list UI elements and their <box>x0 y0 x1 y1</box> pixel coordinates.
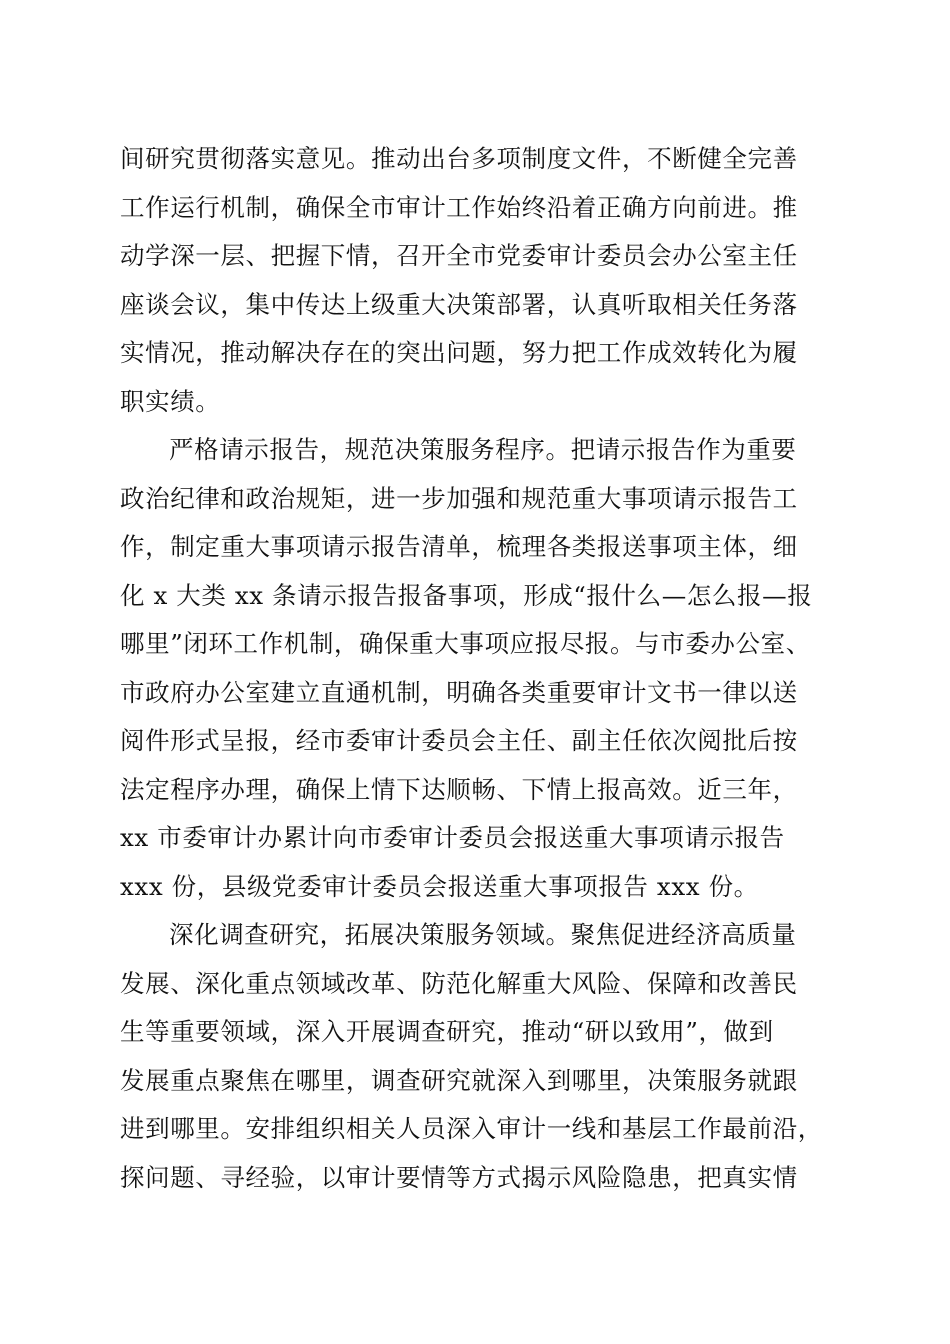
paragraph-2-line-10: xxx 份，县级党委审计委员会报送重大事项报告 xxx 份。 <box>120 871 759 901</box>
paragraph-2-line-6: 市政府办公室建立直通机制，明确各类重要审计文书一律以送 <box>120 677 798 707</box>
paragraph-2-line-2: 政治纪律和政治规矩，进一步加强和规范重大事项请示报告工 <box>120 483 798 513</box>
paragraph-3-line-2: 发展、深化重点领域改革、防范化解重大风险、保障和改善民 <box>120 968 798 998</box>
paragraph-2-line-8: 法定程序办理，确保上情下达顺畅、下情上报高效。近三年， <box>120 774 798 804</box>
paragraph-3-line-5: 进到哪里。安排组织相关人员深入审计一线和基层工作最前沿， <box>120 1114 823 1143</box>
paragraph-3-line-1: 深化调查研究，拓展决策服务领域。聚焦促进经济高质量 <box>169 920 797 949</box>
paragraph-2-line-7: 阅件形式呈报，经市委审计委员会主任、副主任依次阅批后按 <box>120 726 798 755</box>
document-body <box>120 135 840 1202</box>
paragraph-3-line-4: 发展重点聚焦在哪里，调查研究就深入到哪里，决策服务就跟 <box>120 1065 798 1095</box>
paragraph-1-line-2: 工作运行机制，确保全市审计工作始终沿着正确方向前进。推 <box>120 192 798 222</box>
paragraph-1-line-1: 间研究贯彻落实意见。推动出台多项制度文件，不断健全完善 <box>120 144 798 173</box>
paragraph-3-line-3: 生等重要领域，深入开展调查研究，推动“研以致用”，做到 <box>120 1017 774 1046</box>
paragraph-2-line-5: 哪里”闭环工作机制，确保重大事项应报尽报。与市委办公室、 <box>120 629 811 658</box>
paragraph-1-line-6: 职实绩。 <box>120 386 221 416</box>
paragraph-2-line-3: 作，制定重大事项请示报告清单，梳理各类报送事项主体，细 <box>120 532 798 561</box>
paragraph-2-line-4: 化 x 大类 xx 条请示报告报备事项，形成“报什么—怎么报—报 <box>120 580 813 610</box>
paragraph-2-line-1: 严格请示报告，规范决策服务程序。把请示报告作为重要 <box>169 435 797 464</box>
paragraph-1-line-3: 动学深一层、把握下情，召开全市党委审计委员会办公室主任 <box>120 241 798 270</box>
paragraph-2-line-9: xx 市委审计办累计向市委审计委员会报送重大事项请示报告 <box>120 823 785 852</box>
paragraph-3-line-6: 探问题、寻经验，以审计要情等方式揭示风险隐患，把真实情 <box>120 1162 798 1192</box>
paragraph-1-line-4: 座谈会议，集中传达上级重大决策部署，认真听取相关任务落 <box>120 289 798 319</box>
paragraph-1-line-5: 实情况，推动解决存在的突出问题，努力把工作成效转化为履 <box>120 338 798 367</box>
